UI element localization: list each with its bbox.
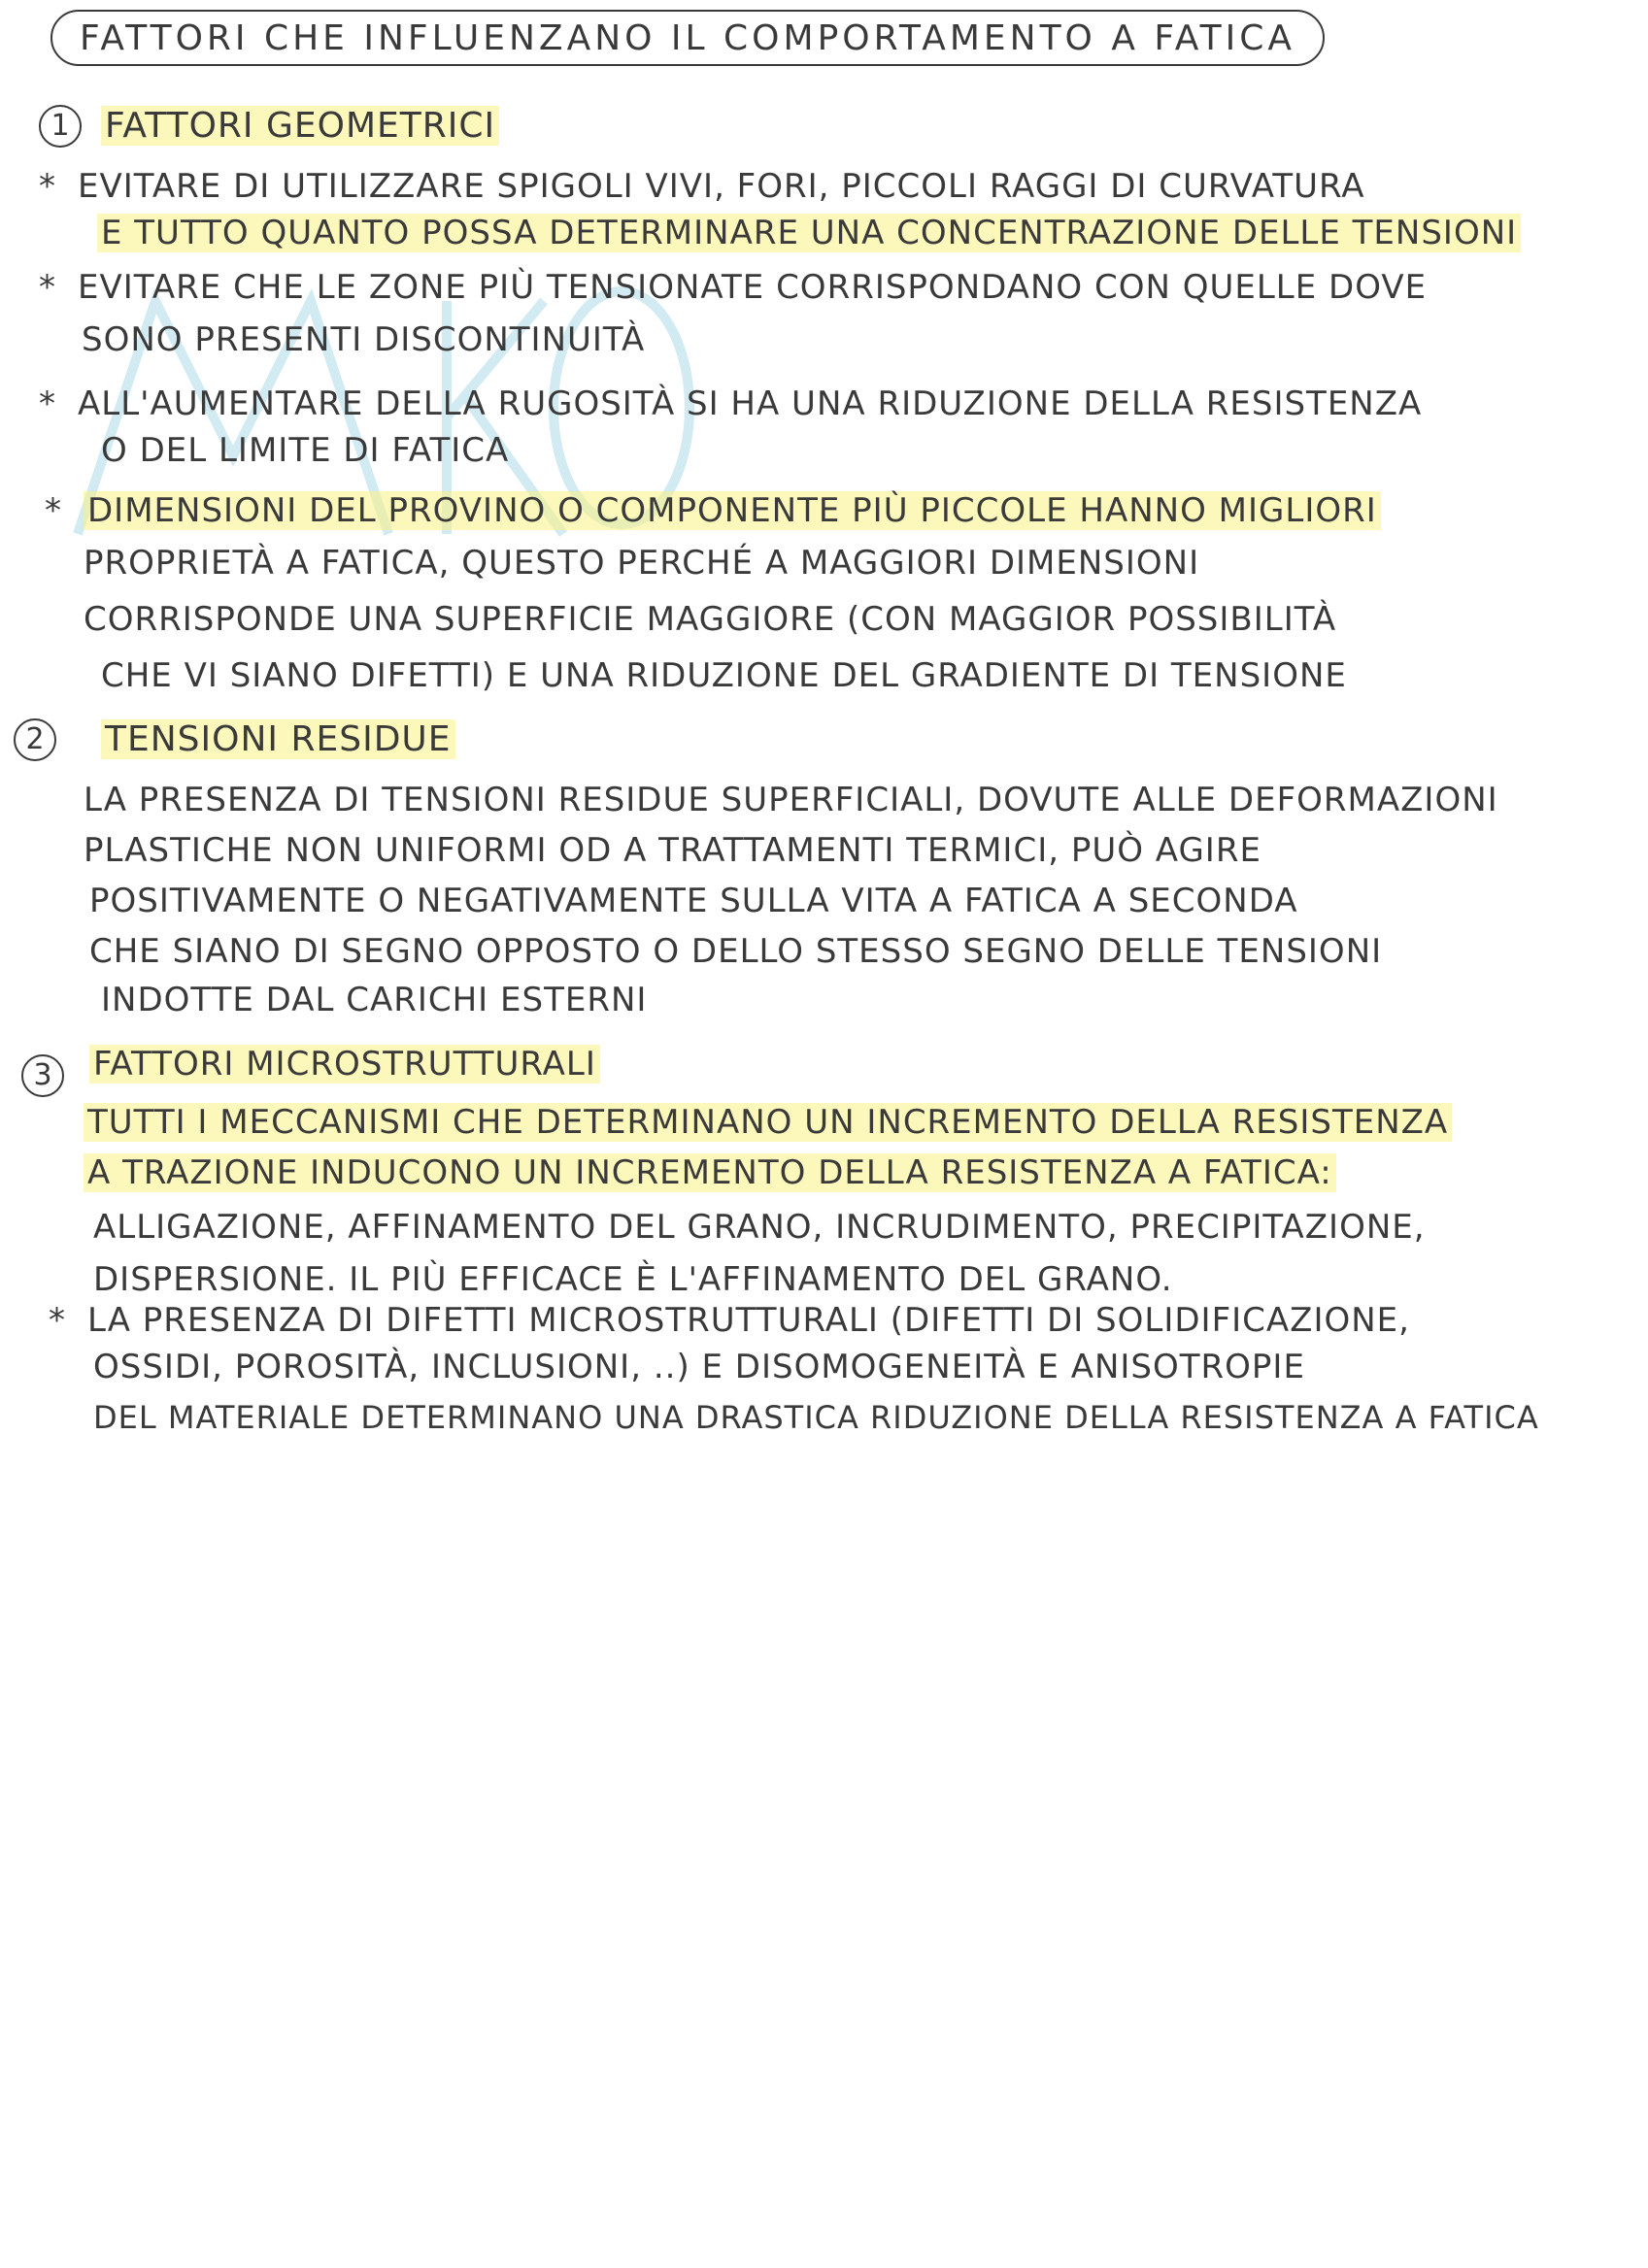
s1-line-2: E TUTTO QUANTO POSSA DETERMINARE UNA CONCENTRAZIONE DELLE TENSIONI <box>97 210 1521 256</box>
s3-line-3: ALLIGAZIONE, AFFINAMENTO DEL GRANO, INCRUDIMENTO, PRECIPITAZIONE, <box>93 1208 1426 1247</box>
bullet-asterisk: * <box>39 268 56 307</box>
title-frame <box>50 10 1325 66</box>
section-heading-1: FATTORI GEOMETRICI <box>101 103 499 150</box>
s1-line-3: * EVITARE CHE LE ZONE PIÙ TENSIONATE CORRISPONDANO CON QUELLE DOVE <box>39 264 1427 311</box>
page-title: FATTORI CHE INFLUENZANO IL COMPORTAMENTO A FATICA <box>79 17 1296 58</box>
s3-line-4: DISPERSIONE. IL PIÙ EFFICACE È L'AFFINAMENTO DEL GRANO. <box>93 1260 1173 1299</box>
s3-line-6: OSSIDI, POROSITÀ, INCLUSIONI, ..) E DISOMOGENEITÀ E ANISOTROPIE <box>93 1348 1305 1386</box>
bullet-asterisk: * <box>39 167 56 206</box>
s2-line-3: POSITIVAMENTE O NEGATIVAMENTE SULLA VITA A FATICA A SECONDA <box>89 882 1298 920</box>
s1-line-10: CHE VI SIANO DIFETTI) E UNA RIDUZIONE DEL GRADIENTE DI TENSIONE <box>101 656 1347 695</box>
s2-line-2: PLASTICHE NON UNIFORMI OD A TRATTAMENTI TERMICI, PUÒ AGIRE <box>84 831 1261 870</box>
s2-line-4: CHE SIANO DI SEGNO OPPOSTO O DELLO STESSO SEGNO DELLE TENSIONI <box>89 932 1383 971</box>
s3-line-5: * LA PRESENZA DI DIFETTI MICROSTRUTTURALI (DIFETTI DI SOLIDIFICAZIONE, <box>49 1297 1410 1344</box>
s1-line-1: * EVITARE DI UTILIZZARE SPIGOLI VIVI, FORI, PICCOLI RAGGI DI CURVATURA <box>39 163 1365 210</box>
section-number-1: 1 <box>39 105 82 148</box>
section-number-2: 2 <box>14 718 56 761</box>
s3-line-1: TUTTI I MECCANISMI CHE DETERMINANO UN INCREMENTO DELLA RESISTENZA <box>84 1099 1452 1146</box>
s1-line-7: * DIMENSIONI DEL PROVINO O COMPONENTE PIÙ PICCOLE HANNO MIGLIORI <box>45 487 1381 534</box>
s1-line-6: O DEL LIMITE DI FATICA <box>101 431 510 470</box>
s3-line-2: A TRAZIONE INDUCONO UN INCREMENTO DELLA RESISTENZA A FATICA: <box>84 1150 1336 1196</box>
bullet-asterisk: * <box>39 384 56 423</box>
s2-line-1: LA PRESENZA DI TENSIONI RESIDUE SUPERFICIALI, DOVUTE ALLE DEFORMAZIONI <box>84 781 1498 819</box>
bullet-asterisk: * <box>45 491 62 530</box>
s1-line-8: PROPRIETÀ A FATICA, QUESTO PERCHÉ A MAGGIORI DIMENSIONI <box>84 544 1200 583</box>
bullet-asterisk: * <box>49 1301 66 1340</box>
s3-line-7: DEL MATERIALE DETERMINANO UNA DRASTICA RIDUZIONE DELLA RESISTENZA A FATICA <box>93 1399 1539 1436</box>
s2-line-5: INDOTTE DAL CARICHI ESTERNI <box>101 981 648 1019</box>
s1-line-5: * ALL'AUMENTARE DELLA RUGOSITÀ SI HA UNA RIDUZIONE DELLA RESISTENZA <box>39 381 1422 427</box>
s1-line-9: CORRISPONDE UNA SUPERFICIE MAGGIORE (CON MAGGIOR POSSIBILITÀ <box>84 600 1337 639</box>
s1-line-4: SONO PRESENTI DISCONTINUITÀ <box>82 320 646 359</box>
section-heading-3: FATTORI MICROSTRUTTURALI <box>89 1041 600 1087</box>
section-number-3: 3 <box>21 1054 64 1097</box>
section-heading-2: TENSIONI RESIDUE <box>101 717 455 763</box>
